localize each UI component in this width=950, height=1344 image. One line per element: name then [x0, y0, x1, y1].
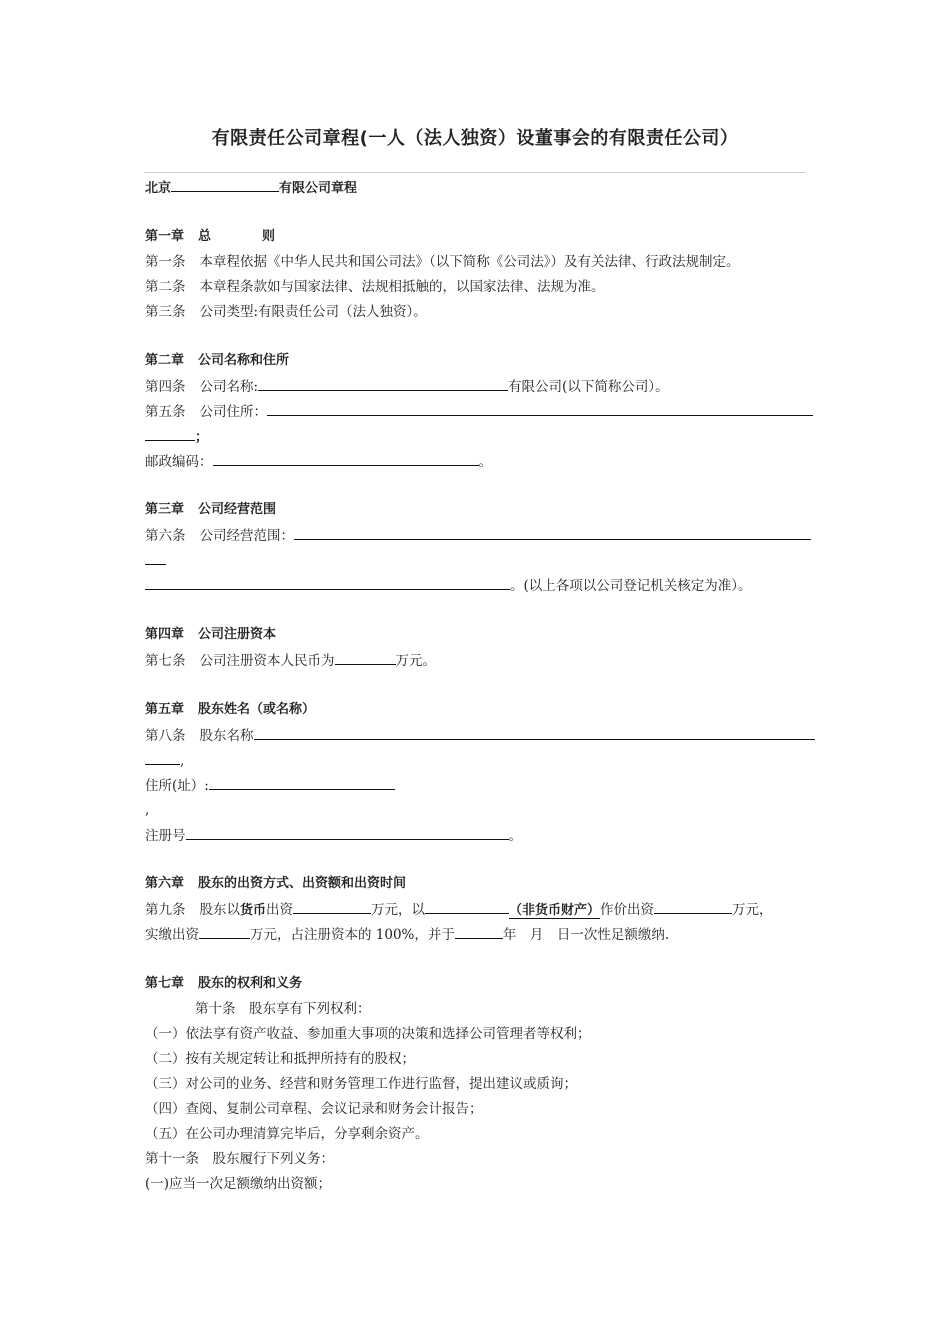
registration-number-line [145, 826, 522, 845]
article-text: 股东以 [199, 902, 240, 918]
field-label: 邮政编码： [145, 454, 213, 470]
chapter-number: 第三章 [145, 502, 185, 517]
shareholder-name-field-continued[interactable] [145, 751, 180, 765]
chapter-4-heading [145, 626, 276, 644]
field-label: 股东名称 [199, 728, 254, 744]
postal-code-field[interactable] [213, 452, 479, 466]
article-5-continued [145, 427, 208, 447]
article-number: 第九条 [145, 902, 186, 918]
chapter-6-heading [145, 875, 406, 893]
address-field-continued[interactable] [145, 427, 195, 441]
chapter-title: 公司名称和住所 [198, 353, 290, 368]
chapter-title: 股东的权利和义务 [198, 976, 303, 991]
article-text: 作价出资 [600, 902, 655, 918]
business-scope-field[interactable] [294, 526, 811, 540]
article-text: 万元， [732, 902, 773, 918]
chapter-number: 第四章 [145, 627, 185, 642]
article-number: 第四条 [145, 379, 186, 395]
article-text: 实缴出资 [145, 927, 199, 943]
registered-capital-field[interactable] [335, 651, 396, 665]
field-label: 注册号 [145, 828, 186, 844]
article-8 [145, 726, 815, 745]
chapter-3-heading [145, 501, 276, 519]
article-text: 出资 [266, 902, 294, 918]
field-label: 公司住所： [199, 404, 267, 420]
article-text: 万元，以 [371, 902, 426, 918]
article-9 [145, 900, 773, 920]
chapter-5-heading [145, 701, 315, 719]
article-2 [145, 278, 605, 296]
company-prefix: 北京 [145, 181, 172, 196]
article-4 [145, 377, 669, 396]
postal-code-line [145, 452, 492, 471]
document-title: 有限责任公司章程(一人（法人独资）设董事会的有限责任公司） [211, 128, 739, 149]
article-text: 公司类型:有限责任公司（法人独资）。 [199, 304, 427, 320]
field-end: 。 [478, 454, 492, 470]
business-scope-field-continued[interactable] [145, 551, 166, 565]
chapter-title-part: 总 [198, 229, 212, 244]
company-line [145, 178, 357, 198]
address-field[interactable] [267, 402, 813, 416]
chapter-2-heading [145, 352, 289, 370]
company-suffix: 有限公司章程 [279, 181, 358, 196]
non-cash-amount-field[interactable] [654, 900, 732, 914]
chapter-7-heading [145, 975, 302, 993]
article-6 [145, 526, 811, 545]
business-scope-field-extra[interactable] [145, 576, 510, 590]
chapter-number: 第一章 [145, 229, 185, 244]
comma: , [145, 802, 150, 818]
paid-in-line [145, 925, 669, 944]
article-number: 第二条 [145, 279, 186, 295]
article-text: 本章程依据《中华人民共和国公司法》（以下简称《公司法》）及有关法律、行政法规制定。 [199, 254, 740, 270]
article-6-continued [145, 551, 166, 570]
field-suffix: 有限公司(以下简称公司）。 [508, 379, 669, 395]
chapter-title: 股东的出资方式、出资额和出资时间 [198, 876, 407, 891]
article-5 [145, 402, 813, 421]
article-number: 第七条 [145, 653, 186, 669]
article-number: 第六条 [145, 528, 186, 544]
company-name-field[interactable] [258, 377, 508, 391]
chapter-number: 第六章 [145, 876, 185, 891]
field-end: 。 [508, 828, 522, 844]
field-suffix: 万元。 [395, 653, 436, 669]
article-number: 第一条 [145, 254, 186, 270]
article-1 [145, 253, 740, 271]
chapter-number: 第五章 [145, 702, 185, 717]
article-text: 年 月 日一次性足额缴纳. [502, 927, 670, 943]
field-end: ； [195, 430, 209, 445]
field-end: , [180, 753, 185, 769]
article-text: 万元，占注册资本的 100%，并于 [250, 927, 455, 943]
title-divider [144, 172, 806, 173]
chapter-1-heading [145, 228, 275, 246]
company-name-blank[interactable] [171, 178, 279, 192]
paid-in-amount-field[interactable] [199, 925, 250, 939]
non-cash-property-term: （非货币财产） [509, 903, 601, 918]
chapter-number: 第七章 [145, 976, 185, 991]
right-3: （三）对公司的业务、经营和财务管理工作进行监督，提出建议或质询； [145, 1076, 577, 1092]
article-3 [145, 303, 427, 321]
article-10: 第十条 股东享有下列权利： [195, 1001, 371, 1017]
shareholder-name-field[interactable] [254, 726, 815, 740]
article-6-note-line [145, 576, 752, 595]
chapter-number: 第二章 [145, 353, 185, 368]
article-7 [145, 651, 436, 670]
chapter-title: 股东姓名（或名称） [198, 702, 316, 717]
business-scope-note: 。(以上各项以公司登记机关核定为准）。 [510, 578, 752, 594]
chapter-title-part: 则 [262, 229, 276, 244]
cash-contribution-term: 货币 [240, 903, 267, 918]
registration-number-field[interactable] [186, 826, 509, 840]
cash-amount-field[interactable] [293, 900, 371, 914]
address-comma-line [145, 801, 149, 819]
right-1: （一）依法享有资产收益、参加重大事项的决策和选择公司管理者等权利； [145, 1026, 591, 1042]
duty-1: (一)应当一次足额缴纳出资额； [145, 1176, 332, 1192]
article-number: 第五条 [145, 404, 186, 420]
field-label: 公司经营范围： [199, 528, 294, 544]
article-text: 本章程条款如与国家法律、法规相抵触的，以国家法律、法规为准。 [199, 279, 605, 295]
address-line [145, 776, 395, 795]
payment-year-field[interactable] [455, 925, 503, 939]
non-cash-asset-field[interactable] [425, 900, 509, 914]
right-4: （四）查阅、复制公司章程、会议记录和财务会计报告； [145, 1101, 483, 1117]
field-label: 住所(址）: [145, 778, 209, 794]
article-11: 第十一条 股东履行下列义务： [145, 1151, 334, 1167]
field-label: 公司名称: [199, 379, 259, 395]
article-number: 第八条 [145, 728, 186, 744]
article-8-continued [145, 751, 184, 770]
article-number: 第三条 [145, 304, 186, 320]
shareholder-address-field[interactable] [209, 776, 395, 790]
field-label: 公司注册资本人民币为 [199, 653, 335, 669]
chapter-title: 公司经营范围 [198, 502, 277, 517]
right-5: （五）在公司办理清算完毕后，分享剩余资产。 [145, 1126, 429, 1142]
right-2: （二）按有关规定转让和抵押所持有的股权； [145, 1051, 415, 1067]
chapter-title: 公司注册资本 [198, 627, 277, 642]
